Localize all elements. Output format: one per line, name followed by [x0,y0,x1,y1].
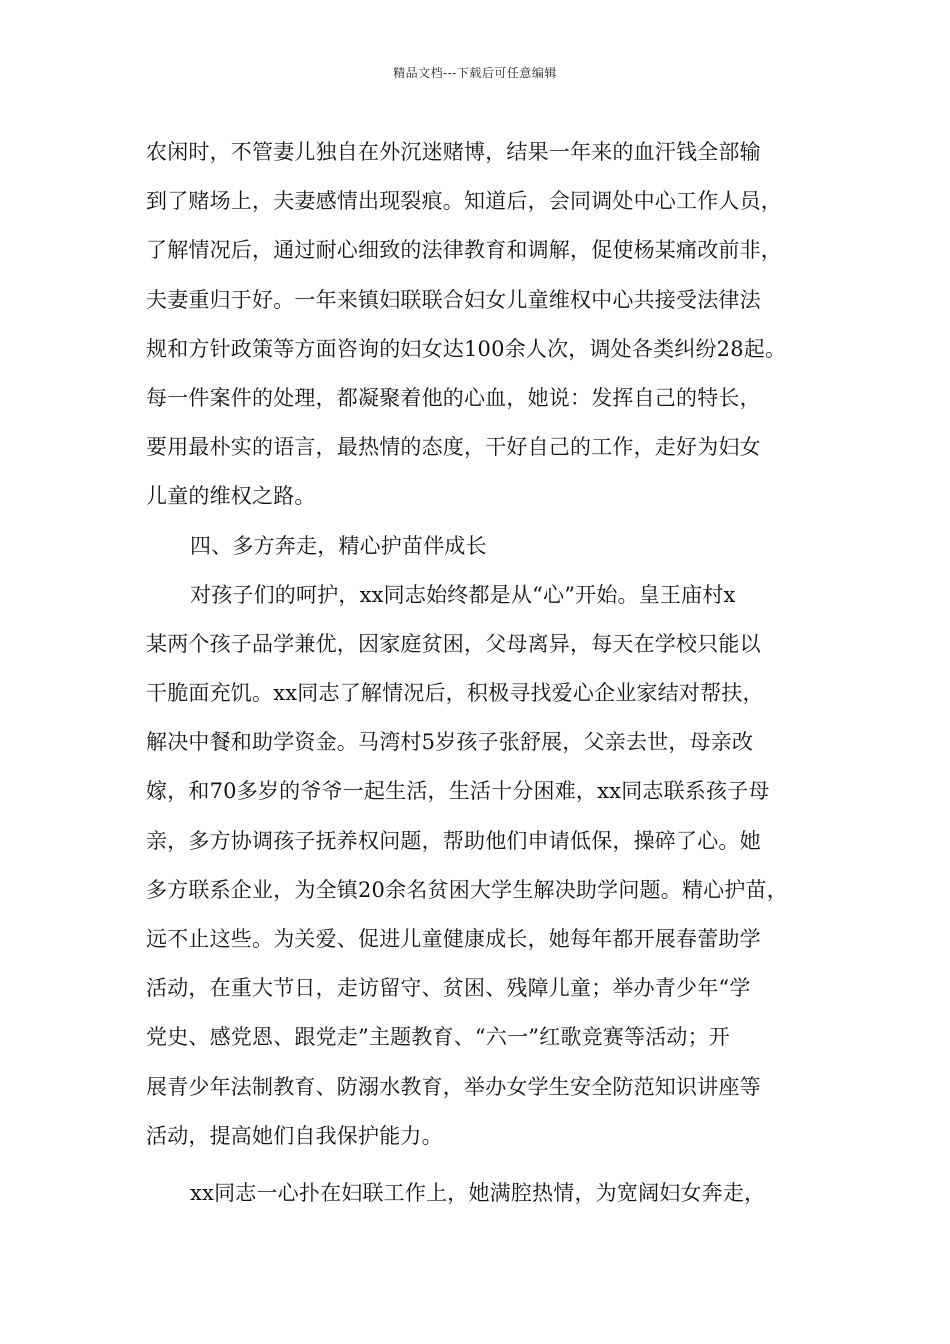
document-body [146,128,826,1218]
text-line: 儿童的维权之路。 [146,484,316,509]
text-line: 了解情况后，通过耐心细致的法律教育和调解，促使杨某痛改前非， [146,238,782,263]
text-line: 规和方针政策等方面咨询的妇女达100余人次，调处各类纠纷28起。 [146,336,787,361]
paragraph-gap [146,1161,826,1169]
text-line: 亲，多方协调孩子抚养权问题，帮助他们申请低保，操碎了心。她 [146,828,761,853]
text-line: 某两个孩子品学兼优，因家庭贫困，父母离异，每天在学校只能以 [146,631,761,656]
text-line: 嫁，和70多岁的爷爷一起生活，生活十分困难，xx同志联系孩子母 [146,779,770,804]
text-line: 要用最朴实的语言，最热情的态度，干好自己的工作，走好为妇女 [146,435,761,460]
text-line: 展青少年法制教育、防溺水教育，举办女学生安全防范知识讲座等 [146,1074,761,1099]
text-line: 夫妻重归于好。一年来镇妇联联合妇女儿童维权中心共接受法律法 [146,287,761,312]
page-header: 精品文档---下载后可任意编辑 [393,66,557,80]
text-line: 对孩子们的呵护，xx同志始终都是从“心”开始。皇王庙村x [190,582,736,607]
text-line: 活动，提高她们自我保护能力。 [146,1123,443,1148]
text-line: 到了赌场上，夫妻感情出现裂痕。知道后，会同调处中心工作人员， [146,189,782,214]
text-line: 多方联系企业，为全镇20余名贫困大学生解决助学问题。精心护苗， [146,877,788,902]
text-line: 干脆面充饥。xx同志了解情况后，积极寻找爱心企业家结对帮扶， [146,681,764,706]
text-line: 活动，在重大节日，走访留守、贫困、残障儿童；举办青少年“学 [146,976,751,1001]
text-line: 远不止这些。为关爱、促进儿童健康成长，她每年都开展春蕾助学 [146,927,761,951]
text-line: 每一件案件的处理，都凝聚着他的心血，她说：发挥自己的特长， [146,385,761,410]
text-line: 解决中餐和助学资金。马湾村5岁孩子张舒展，父亲去世，母亲改 [146,730,754,755]
text-line: xx同志一心扑在妇联工作上，她满腔热情，为宽阔妇女奔走， [190,1180,766,1205]
text-line: 党史、感党恩、跟党走”主题教育、“六一”红歌竞赛等活动；开 [146,1025,731,1050]
section-heading: 四、多方奔走，精心护苗伴成长 [190,533,487,558]
text-line: 农闲时，不管妻儿独自在外沉迷赌博，结果一年来的血汗钱全部输 [146,140,761,164]
